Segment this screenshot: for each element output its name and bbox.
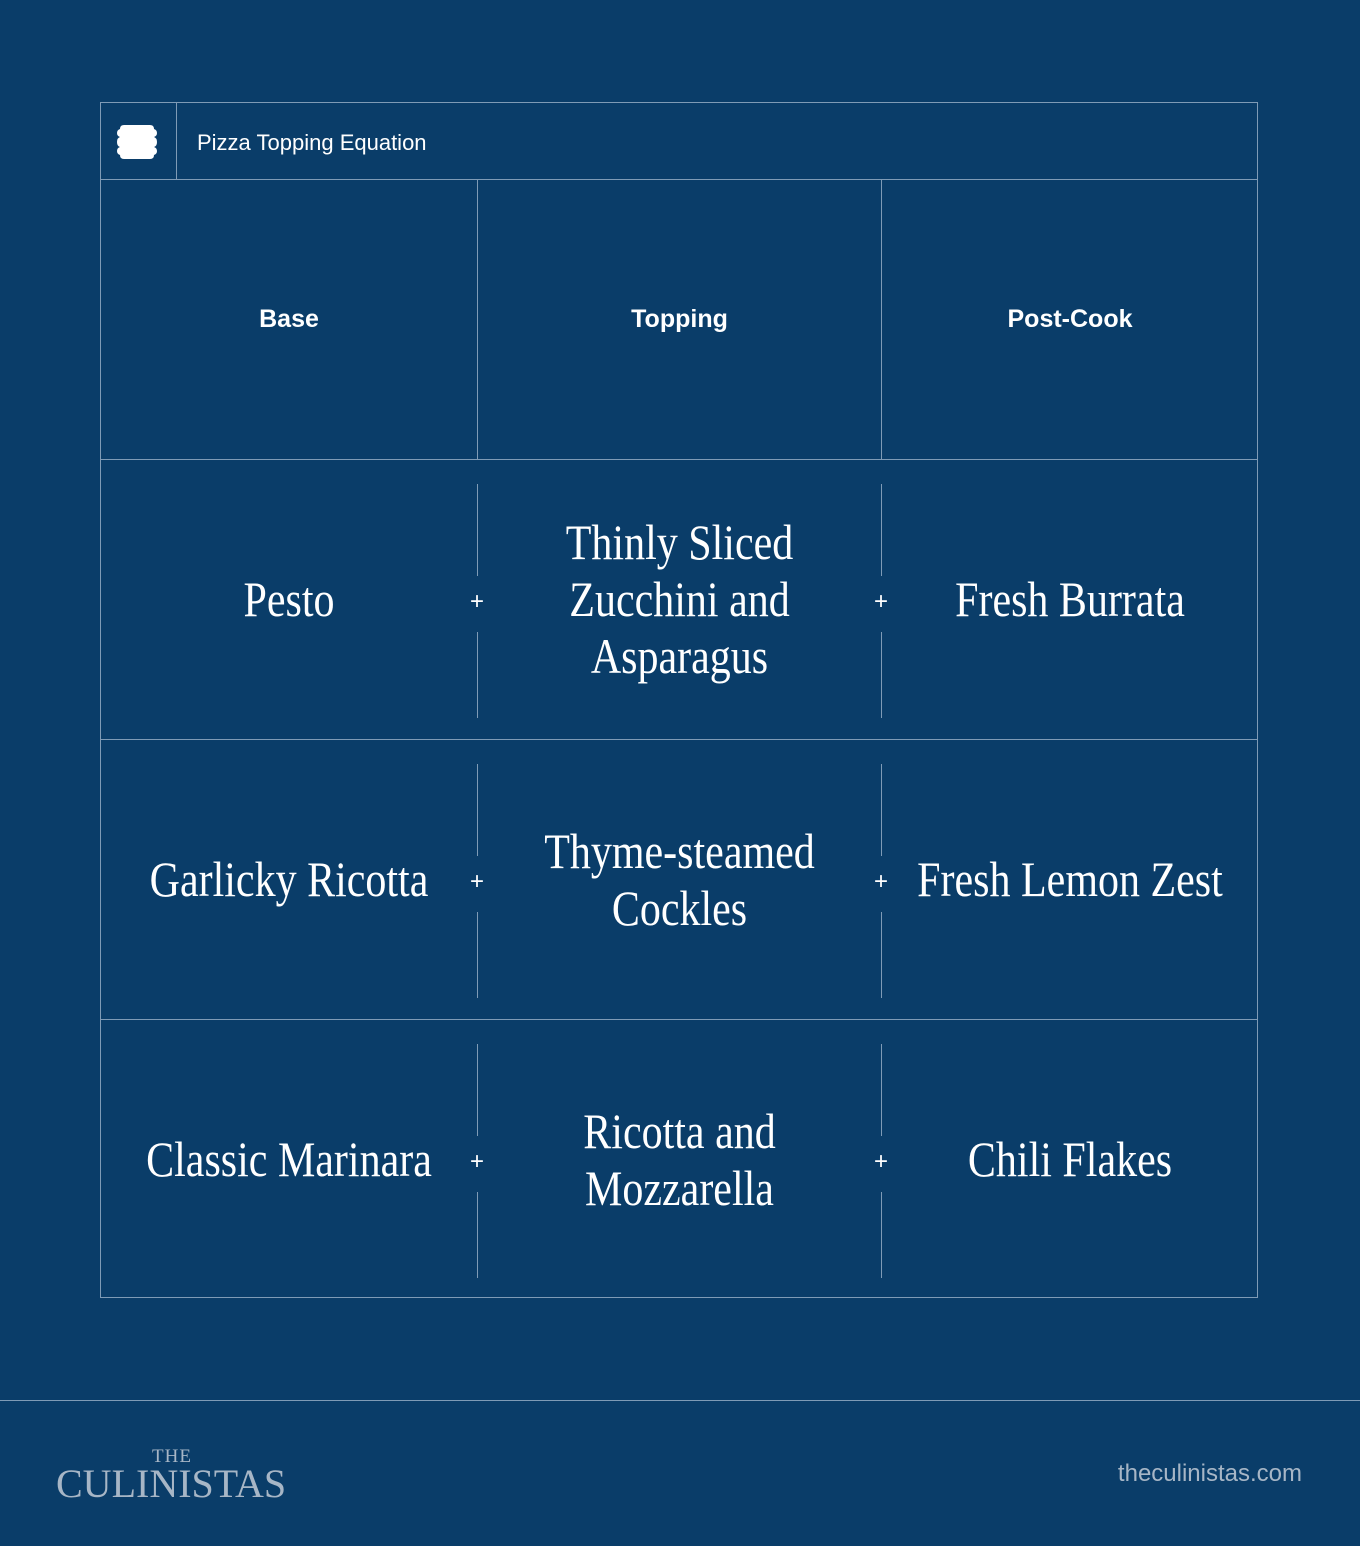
base-cell: Garlicky Ricotta — [149, 851, 429, 907]
logo-cell — [101, 103, 177, 179]
column-divider — [881, 1192, 882, 1278]
column-header-post-cook: Post-Cook — [1007, 305, 1133, 333]
column-header-base: Base — [259, 305, 319, 333]
column-divider — [477, 484, 478, 576]
topping-line: Thinly Sliced — [565, 514, 794, 570]
topping-cell — [510, 1020, 849, 1299]
column-header-row — [101, 180, 1257, 460]
column-divider — [881, 764, 882, 856]
column-divider — [477, 912, 478, 998]
topping-line: Cockles — [611, 879, 748, 936]
equation-row — [101, 740, 1257, 1020]
post-cook-cell: Chili Flakes — [967, 1131, 1173, 1187]
plus-operator: + — [873, 588, 888, 615]
plus-operator: + — [873, 1148, 888, 1175]
website-link[interactable]: theculinistas.com — [1117, 1460, 1302, 1487]
plus-operator: + — [873, 868, 888, 895]
pizza-stack-icon — [116, 123, 158, 161]
column-divider — [881, 1044, 882, 1136]
equation-row — [101, 460, 1257, 740]
base-cell: Pesto — [243, 571, 335, 627]
column-divider — [477, 632, 478, 718]
post-cook-cell: Fresh Burrata — [955, 571, 1185, 627]
topping-line: Ricotta and — [583, 1102, 776, 1159]
topping-line: Zucchini and — [569, 571, 790, 627]
topping-cell — [510, 740, 849, 1019]
post-cook-cell: Fresh Lemon Zest — [917, 851, 1223, 907]
brand-name: CULINISTAS — [56, 1461, 287, 1506]
footer-divider — [0, 1400, 1360, 1401]
column-divider — [881, 484, 882, 576]
plus-operator: + — [469, 588, 484, 615]
topping-line: Asparagus — [590, 628, 769, 684]
column-divider — [477, 764, 478, 856]
topping-cell — [510, 460, 849, 739]
topping-line: Mozzarella — [585, 1159, 774, 1216]
column-header-topping: Topping — [631, 305, 728, 333]
column-divider — [881, 912, 882, 998]
base-cell: Classic Marinara — [146, 1131, 432, 1187]
page-title: Pizza Topping Equation — [197, 130, 427, 155]
topping-line: Thyme-steamed — [544, 822, 815, 879]
plus-operator: + — [469, 1148, 484, 1175]
plus-operator: + — [469, 868, 484, 895]
equation-row — [101, 1020, 1257, 1300]
equation-table — [100, 102, 1258, 1298]
column-divider — [477, 1044, 478, 1136]
brand-the: THE — [152, 1446, 192, 1467]
title-bar — [101, 103, 1257, 180]
column-divider — [477, 1192, 478, 1278]
column-divider — [881, 632, 882, 718]
